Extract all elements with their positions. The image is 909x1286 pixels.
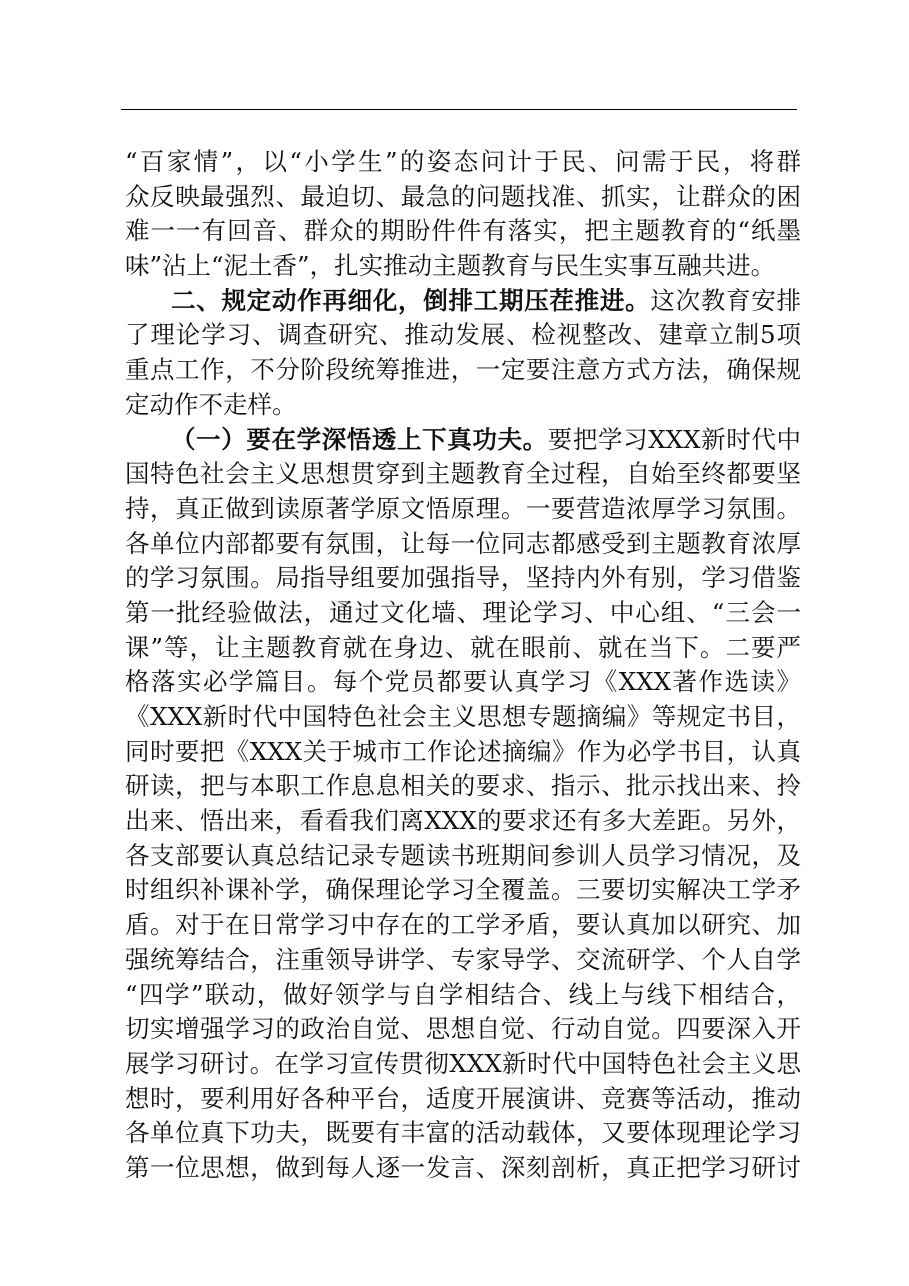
text-line: 的学习氛围。局指导组要加强指导，坚持内外有别，学习借鉴 [125,563,801,593]
text-segment: 要把学习XXX新时代中 [547,424,802,454]
text-line: 强统筹结合，注重领导讲学、专家导学、交流研学、个人自学 [125,944,801,974]
text-line: 想时，要利用好各种平台，适度开展演讲、竞赛等活动，推动 [125,1083,801,1113]
text-line: 时组织补课补学，确保理论学习全覆盖。三要切实解决工学矛 [125,875,801,905]
text-line: 第一批经验做法，通过文化墙、理论学习、中心组、“三会一 [125,597,801,627]
text-line: 难一一有回音、群众的期盼件件有落实，把主题教育的“纸墨 [125,216,801,246]
text-line: 课”等，让主题教育就在身边、就在眼前、就在当下。二要严 [125,632,801,662]
text-line: 展学习研讨。在学习宣传贯彻XXX新时代中国特色社会主义思 [125,1048,801,1078]
text-line: 众反映最强烈、最迫切、最急的问题找准、抓实，让群众的困 [125,181,801,211]
text-line: “四学”联动，做好领学与自学相结合、线上与线下相结合， [125,979,801,1009]
text-line: 定动作不走样。 [125,389,297,419]
text-line: 味”沾上“泥土香”，扎实推动主题教育与民生实事互融共进。 [125,251,776,281]
text-line: 格落实必学篇目。每个党员都要认真学习《XXX著作选读》 [125,667,801,697]
text-line: 研读，把与本职工作息息相关的要求、指示、批示找出来、拎 [125,771,801,801]
text-segment: 这次教育安排 [650,285,802,315]
text-line: 各支部要认真总结记录专题读书班期间参训人员学习情况，及 [125,840,801,870]
text-line: 各单位真下功夫，既要有丰富的活动载体，又要体现理论学习 [125,1118,801,1148]
text-line: 切实增强学习的政治自觉、思想自觉、行动自觉。四要深入开 [125,1014,801,1044]
text-line: 同时要把《XXX关于城市工作论述摘编》作为必学书目，认真 [125,736,801,766]
text-line: 重点工作，不分阶段统筹推进，一定要注意方式方法，确保规 [125,355,801,385]
text-line: “百家情”，以“小学生”的姿态问计于民、问需于民，将群 [125,147,801,176]
text-line: 各单位内部都要有氛围，让每一位同志都感受到主题教育浓厚 [125,528,801,558]
subsection-heading-line [125,423,801,458]
text-line: 《XXX新时代中国特色社会主义思想专题摘编》等规定书目， [125,702,801,731]
section-heading: 二、规定动作再细化，倒排工期压茬推进。 [171,285,651,315]
header-rule [121,109,797,110]
text-line: 盾。对于在日常学习中存在的工学矛盾，要认真加以研究、加 [125,910,801,940]
document-body [125,145,801,1186]
text-line: 出来、悟出来，看看我们离XXX的要求还有多大差距。另外， [125,806,801,836]
text-line: 了理论学习、调查研究、推动发展、检视整改、建章立制5项 [125,320,801,350]
section-heading-line [125,284,801,319]
text-line: 第一位思想，做到每人逐一发言、深刻剖析，真正把学习研讨 [125,1152,801,1182]
text-line: 持，真正做到读原著学原文悟原理。一要营造浓厚学习氛围。 [125,493,801,523]
text-line: 国特色社会主义思想贯穿到主题教育全过程，自始至终都要坚 [125,459,801,489]
subsection-heading: （一）要在学深悟透上下真功夫。 [171,424,548,454]
